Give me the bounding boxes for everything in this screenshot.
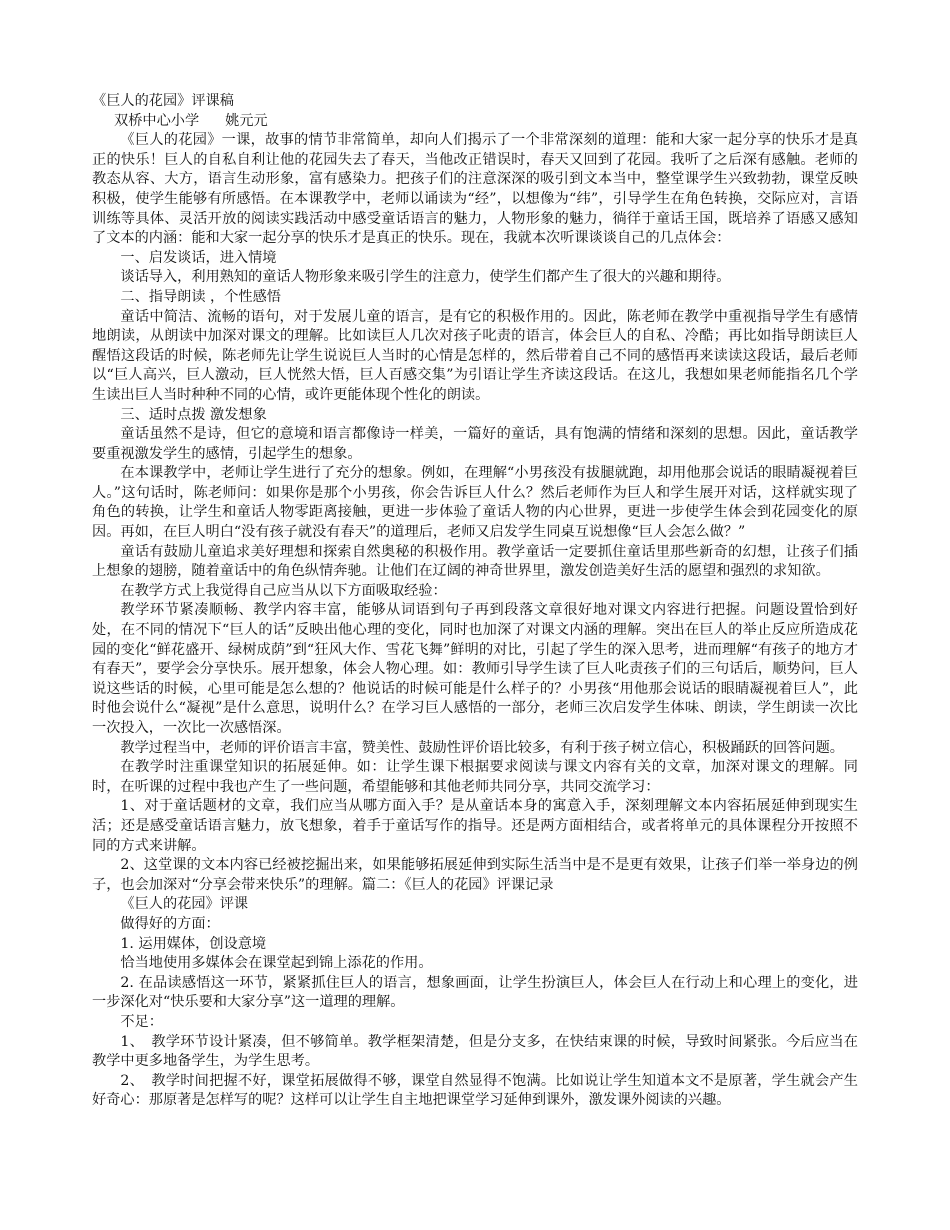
body-paragraph: 在教学方式上我觉得自己应当从以下方面吸取经验： bbox=[120, 582, 447, 599]
subtitle-line: 《巨人的花园》评课 bbox=[120, 896, 249, 913]
numbered-paragraph: 1、 教学环节设计紧凑，但不够简单。教学框架清楚，但是分支多，在快结束课的时候，导致时间紧张。今后应当在教学中更多地备学生，为学生思考。 bbox=[92, 1033, 858, 1070]
section-heading: 一、启发谈话，进入情境 bbox=[120, 249, 277, 266]
body-paragraph: 《巨人的花园》一课，故事的情节非常简单，却向人们揭示了一个非常深刻的道理：能和大家一起分享的快乐才是真正的快乐！巨人的自私自利让他的花园失去了春天，当他改正错误时，春天又回到了花园。我听了之后深有感触。老师的教态从容、大方，语言生动形象，富有感染力。把孩子们的注意深深的吸引到文本当中，整堂课学生兴致勃勃，课堂反映积极，使学生能够有所感悟。在本课教学中，老师以诵读为“经”，以想像为“纬”，引导学生在角色转换，交际应对，言语训练等具体、灵活开放的阅读实践活动中感受童话语言的魅力，人物形象的魅力，徜徉于童话王国，既培养了语感又感知了文本的内涵：能和大家一起分享的快乐才是真正的快乐。现在，我就本次听课谈谈自己的几点体会： bbox=[92, 132, 858, 247]
body-paragraph: 教学过程当中，老师的评价语言丰富，赞美性、鼓励性评价语比较多，有利于孩子树立信心，积极踊跃的回答问题。 bbox=[120, 739, 844, 756]
body-paragraph: 童话虽然不是诗，但它的意境和语言都像诗一样美，一篇好的童话，具有饱满的情绪和深刻的思想。因此，童话教学要重视激发学生的感情，引起学生的想象。 bbox=[92, 426, 858, 462]
body-paragraph: 教学环节紧凑顺畅、教学内容丰富，能够从词语到句子再到段落文章很好地对课文内容进行把握。问题设置恰到好处，在不同的情况下“巨人的话”反映出他心理的变化，同时也加深了对课文内涵的理解。突出在巨人的举止反应所造成花园的变化“鲜花盛开、绿树成荫”到“狂风大作、雪花飞舞”鲜明的对比，引起了学生的深入思考，进而理解“有孩子的地方才有春天”，要学会分享快乐。展开想象，体会人物心理。如：教师引导学生读了巨人叱责孩子们的三句话后，顺势问，巨人说这些话的时候，心里可能是怎么想的？他说话的时候可能是什么样子的？小男孩“用他那会说话的眼睛凝视着巨人”，此时他会说什么“凝视”是什么意思，说明什么？在学习巨人感悟的一部分，老师三次启发学生体味、朗读，学生朗读一次比一次投入，一次比一次感悟深。 bbox=[92, 602, 858, 736]
body-paragraph: 童话中简洁、流畅的语句，对于发展儿童的语言，是有它的积极作用的。因此，陈老师在教学中重视指导学生有感情地朗读，从朗读中加深对课文的理解。比如读巨人几次对孩子叱责的语言，体会巨人的自私、冷酷；再比如指导朗读巨人醒悟这段话的时候，陈老师先让学生说说巨人当时的心情是怎样的，然后带着自己不同的感悟再来读读这段话，最后老师以“巨人高兴，巨人激动，巨人恍然大悟，巨人百感交集”为引语让学生齐读这段话。在这儿，我想如果老师能指名几个学生读出巨人当时种种不同的心情，或许更能体现个性化的朗读。 bbox=[92, 308, 858, 403]
body-paragraph: 在教学时注重课堂知识的拓展延伸。如：让学生课下根据要求阅读与课文内容有关的文章，加深对课文的理解。同时，在听课的过程中我也产生了一些问题，希望能够和其他老师共同分享，共同交流学习： bbox=[92, 759, 858, 795]
section-heading: 不足： bbox=[120, 1013, 163, 1030]
body-paragraph: 在本课教学中，老师让学生进行了充分的想象。例如，在理解“小男孩没有拔腿就跑，却用他那会说话的眼睛凝视着巨人。”这句话时，陈老师问：如果你是那个小男孩，你会告诉巨人什么？然后老师作为巨人和学生展开对话，这样就实现了角色的转换，让学生和童话人物零距离接触，更进一步体验了童话人物的内心世界，更进一步使学生体会到花园变化的原因。再如，在巨人明白“没有孩子就没有春天”的道理后，老师又启发学生同桌互说想像“巨人会怎么做？” bbox=[92, 465, 858, 541]
section-heading: 1. 运用媒体，创设意境 bbox=[120, 935, 267, 952]
author-line bbox=[92, 112, 858, 132]
numbered-paragraph: 2、这堂课的文本内容已经被挖掘出来，如果能够拓展延伸到实际生活当中是不是更有效果，让孩子们举一举身边的例子，也会加深对“分享会带来快乐”的理解。篇二：《巨人的花园》评课记录 bbox=[92, 857, 858, 893]
numbered-paragraph: 2、 教学时间把握不好，课堂拓展做得不够，课堂自然显得不饱满。比如说让学生知道本文不是原著，学生就会产生好奇心：那原著是怎样写的呢？这样可以让学生自主地把课堂学习延伸到课外，激发课外阅读的兴趣。 bbox=[92, 1072, 858, 1109]
numbered-paragraph: 2. 在品读感悟这一环节，紧紧抓住巨人的语言，想象画面，让学生扮演巨人，体会巨人在行动上和心理上的变化，进一步深化对“快乐要和大家分享”这一道理的理解。 bbox=[92, 974, 858, 1011]
school-name: 双桥中心小学 bbox=[114, 112, 200, 129]
section-heading: 做得好的方面： bbox=[120, 915, 220, 932]
body-paragraph: 谈话导入，利用熟知的童话人物形象来吸引学生的注意力，使学生们都产生了很大的兴趣和期待。 bbox=[120, 269, 731, 286]
author-name: 姚元元 bbox=[225, 112, 268, 129]
numbered-paragraph: 1、对于童话题材的文章，我们应当从哪方面入手？是从童话本身的寓意入手，深刻理解文本内容拓展延伸到现实生活；还是感受童话语言魅力，放飞想象，着手于童话写作的指导。还是两方面相结合，或者将单元的具体课程分开按照不同的方式来讲解。 bbox=[92, 798, 858, 854]
section-heading: 三、适时点拨 激发想象 bbox=[120, 406, 267, 423]
body-paragraph: 恰当地使用多媒体会在课堂起到锦上添花的作用。 bbox=[120, 955, 433, 972]
document-title: 《巨人的花园》评课稿 bbox=[92, 93, 234, 109]
body-paragraph: 童话有鼓励儿童追求美好理想和探索自然奥秘的积极作用。教学童话一定要抓住童话里那些新奇的幻想，让孩子们插上想象的翅膀，随着童话中的角色纵情奔驰。让他们在辽阔的神奇世界里，激发创造美好生活的愿望和强烈的求知欲。 bbox=[92, 543, 858, 580]
section-heading: 二、指导朗读 ，个性感悟 bbox=[120, 288, 281, 305]
